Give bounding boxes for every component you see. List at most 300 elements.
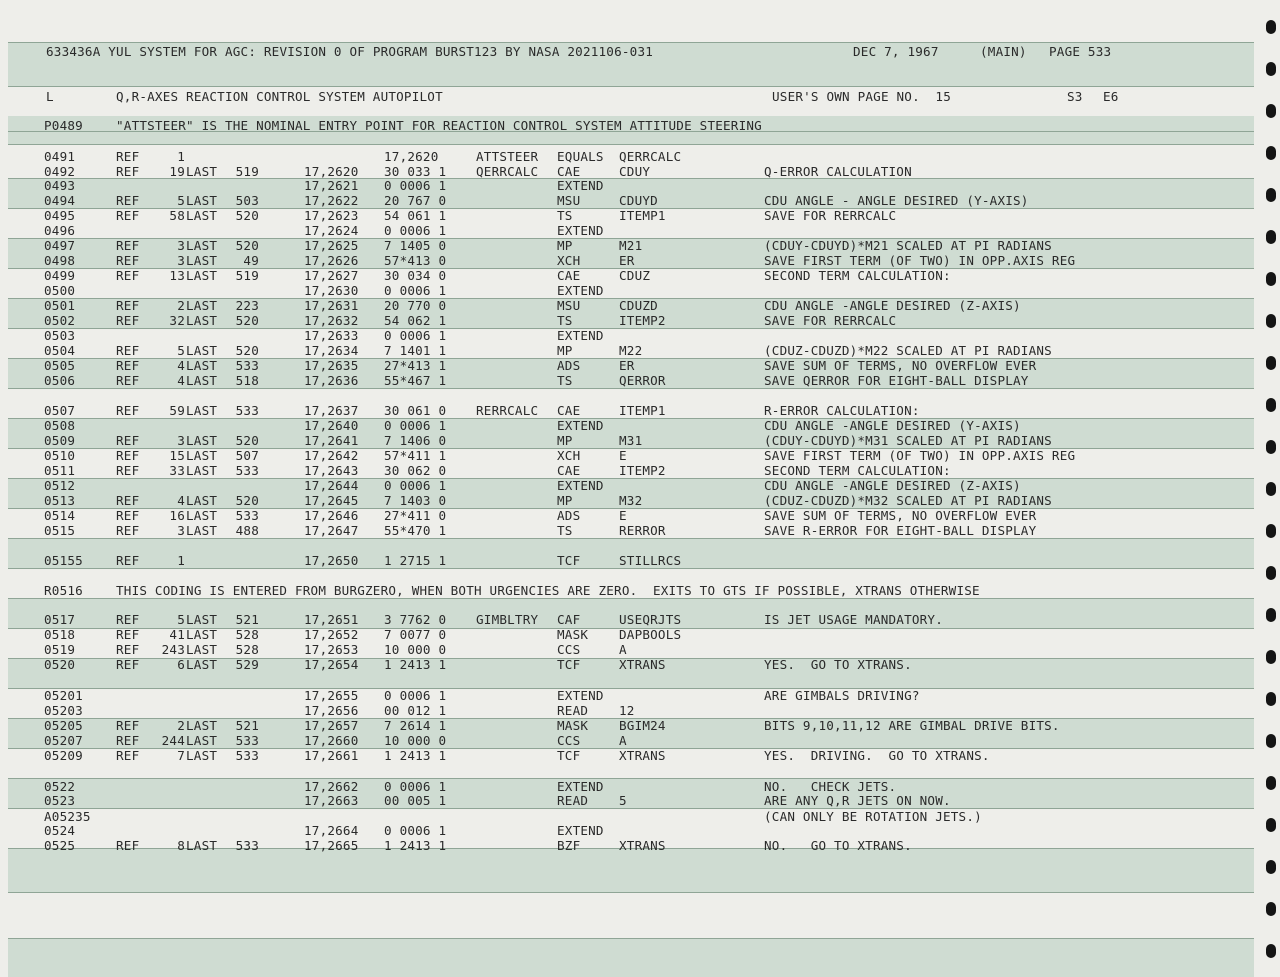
opcode: CAF <box>557 612 581 627</box>
opcode: EXTEND <box>557 328 604 343</box>
octal-word: 1 2413 1 <box>384 748 447 763</box>
ref-count: 41 <box>169 627 185 642</box>
address: 17,2620 <box>304 164 359 179</box>
ref-count: 32 <box>169 313 185 328</box>
last-tag: LAST <box>186 523 218 538</box>
address: 17,2652 <box>304 627 359 642</box>
octal-word: 7 1403 0 <box>384 493 447 508</box>
ref-tag: REF <box>116 433 140 448</box>
octal-word: 0 0006 1 <box>384 823 447 838</box>
comment: SECOND TERM CALCULATION: <box>764 268 951 283</box>
listing-line <box>0 298 1280 313</box>
comment: R-ERROR CALCULATION: <box>764 403 920 418</box>
listing-line <box>0 838 1280 853</box>
ref-count: 3 <box>177 238 185 253</box>
ref-tag: REF <box>116 612 140 627</box>
opcode: EXTEND <box>557 688 604 703</box>
octal-word: 7 1405 0 <box>384 238 447 253</box>
line-number: 0499 <box>44 268 76 283</box>
line-number: 0515 <box>44 523 76 538</box>
octal-word: 57*413 0 <box>384 253 447 268</box>
last-tag: LAST <box>186 208 218 223</box>
line-number: 05209 <box>44 748 83 763</box>
octal-word: 30 034 0 <box>384 268 447 283</box>
address: 17,2643 <box>304 463 359 478</box>
operand: XTRANS <box>619 748 666 763</box>
last-card: 49 <box>243 253 259 268</box>
opcode: CAE <box>557 164 581 179</box>
listing-line <box>0 823 1280 838</box>
line-number: 0508 <box>44 418 76 433</box>
octal-word: 1 2715 1 <box>384 553 447 568</box>
address: 17,2646 <box>304 508 359 523</box>
address: 17,2635 <box>304 358 359 373</box>
last-tag: LAST <box>186 642 218 657</box>
ref-tag: REF <box>116 657 140 672</box>
comment: ARE ANY Q,R JETS ON NOW. <box>764 793 951 808</box>
band-rule <box>8 86 1254 87</box>
ref-tag: REF <box>116 373 140 388</box>
line-number: 0498 <box>44 253 76 268</box>
address: 17,2632 <box>304 313 359 328</box>
comment: SAVE SUM OF TERMS, NO OVERFLOW EVER <box>764 358 1037 373</box>
last-tag: LAST <box>186 733 218 748</box>
opcode: READ <box>557 793 589 808</box>
line-number: 0518 <box>44 627 76 642</box>
last-tag: LAST <box>186 193 218 208</box>
listing-line <box>0 703 1280 718</box>
operand: A <box>619 733 627 748</box>
line-number: 0504 <box>44 343 76 358</box>
tractor-hole <box>1266 944 1276 958</box>
address: 17,2642 <box>304 448 359 463</box>
opcode: TS <box>557 208 573 223</box>
comment: NO. GO TO XTRANS. <box>764 838 912 853</box>
paper-band <box>8 938 1254 977</box>
opcode: TS <box>557 373 573 388</box>
last-tag: LAST <box>186 343 218 358</box>
band-rule <box>8 938 1254 939</box>
address: 17,2641 <box>304 433 359 448</box>
line-number: 0494 <box>44 193 76 208</box>
listing-line <box>0 463 1280 478</box>
operand: BGIM24 <box>619 718 666 733</box>
comment: SAVE FIRST TERM (OF TWO) IN OPP.AXIS REG <box>764 253 1076 268</box>
operand: XTRANS <box>619 657 666 672</box>
ref-tag: REF <box>116 493 140 508</box>
ref-tag: REF <box>116 149 140 164</box>
last-tag: LAST <box>186 657 218 672</box>
comment: SAVE FOR RERRCALC <box>764 313 897 328</box>
line-number: 05205 <box>44 718 83 733</box>
comment: SAVE QERROR FOR EIGHT-BALL DISPLAY <box>764 373 1029 388</box>
operand: XTRANS <box>619 838 666 853</box>
octal-word: 3 7762 0 <box>384 612 447 627</box>
comment: SAVE FOR RERRCALC <box>764 208 897 223</box>
last-card: 533 <box>235 508 259 523</box>
opcode: CCS <box>557 642 581 657</box>
line-number: 0502 <box>44 313 76 328</box>
last-card: 533 <box>235 838 259 853</box>
remark-text: THIS CODING IS ENTERED FROM BURGZERO, WHEN BOTH URGENCIES ARE ZERO. EXITS TO GTS IF POSSIBLE, XTRANS OTHERWISE <box>116 583 980 598</box>
ref-tag: REF <box>116 208 140 223</box>
listing-line <box>0 657 1280 672</box>
line-number: 0501 <box>44 298 76 313</box>
opcode: MP <box>557 238 573 253</box>
octal-word: 1 2413 1 <box>384 838 447 853</box>
last-card: 519 <box>235 164 259 179</box>
comment: CDU ANGLE -ANGLE DESIRED (Y-AXIS) <box>764 418 1021 433</box>
last-card: 503 <box>235 193 259 208</box>
address: 17,2622 <box>304 193 359 208</box>
ref-tag: REF <box>116 313 140 328</box>
octal-word: 30 061 0 <box>384 403 447 418</box>
listing-mode: (MAIN) <box>980 44 1027 59</box>
line-number: 05207 <box>44 733 83 748</box>
line-number: 0525 <box>44 838 76 853</box>
octal-word: 00 005 1 <box>384 793 447 808</box>
ref-tag: REF <box>116 164 140 179</box>
topic-text: "ATTSTEER" IS THE NOMINAL ENTRY POINT FOR REACTION CONTROL SYSTEM ATTITUDE STEERING <box>116 118 762 133</box>
ref-count: 15 <box>169 448 185 463</box>
last-tag: LAST <box>186 238 218 253</box>
ref-tag: REF <box>116 238 140 253</box>
address: 17,2623 <box>304 208 359 223</box>
octal-word: 0 0006 1 <box>384 478 447 493</box>
line-number: 0493 <box>44 178 76 193</box>
listing-line <box>0 358 1280 373</box>
last-card: 223 <box>235 298 259 313</box>
line-number: 0511 <box>44 463 76 478</box>
ref-tag: REF <box>116 403 140 418</box>
last-card: 528 <box>235 627 259 642</box>
opcode: MP <box>557 433 573 448</box>
last-tag: LAST <box>186 313 218 328</box>
last-card: 521 <box>235 612 259 627</box>
line-number: 0524 <box>44 823 76 838</box>
octal-word: 57*411 1 <box>384 448 447 463</box>
ref-tag: REF <box>116 748 140 763</box>
comment: (CDUY-CDUYD)*M21 SCALED AT PI RADIANS <box>764 238 1052 253</box>
line-number: 05201 <box>44 688 83 703</box>
symbol-label: RERRCALC <box>476 403 539 418</box>
line-number: 0492 <box>44 164 76 179</box>
listing-line <box>0 733 1280 748</box>
operand: ER <box>619 253 635 268</box>
ref-count: 5 <box>177 612 185 627</box>
comment: (CAN ONLY BE ROTATION JETS.) <box>764 809 982 824</box>
opcode: XCH <box>557 448 581 463</box>
opcode: TS <box>557 313 573 328</box>
operand: ITEMP2 <box>619 313 666 328</box>
ref-tag: REF <box>116 253 140 268</box>
address: 17,2647 <box>304 523 359 538</box>
last-tag: LAST <box>186 718 218 733</box>
ref-count: 1 <box>177 149 185 164</box>
octal-word: 54 062 1 <box>384 313 447 328</box>
address: 17,2640 <box>304 418 359 433</box>
listing-title: 633436A YUL SYSTEM FOR AGC: REVISION 0 OF PROGRAM BURST123 BY NASA 2021106-031 <box>46 44 654 59</box>
listing-line <box>0 627 1280 642</box>
operand: QERROR <box>619 373 666 388</box>
last-tag: LAST <box>186 298 218 313</box>
ref-tag: REF <box>116 268 140 283</box>
opcode: TCF <box>557 657 581 672</box>
last-tag: LAST <box>186 463 218 478</box>
address: 17,2661 <box>304 748 359 763</box>
ref-count: 3 <box>177 253 185 268</box>
tractor-hole <box>1266 104 1276 118</box>
listing-line <box>0 403 1280 418</box>
line-number: 0510 <box>44 448 76 463</box>
opcode: TS <box>557 523 573 538</box>
band-rule <box>8 388 1254 389</box>
address: 17,2627 <box>304 268 359 283</box>
comment: SAVE R-ERROR FOR EIGHT-BALL DISPLAY <box>764 523 1037 538</box>
octal-word: 20 767 0 <box>384 193 447 208</box>
listing-line <box>0 164 1280 179</box>
operand: M31 <box>619 433 643 448</box>
octal-word: 0 0006 1 <box>384 328 447 343</box>
listing-line <box>0 793 1280 808</box>
operand: QERRCALC <box>619 149 682 164</box>
ref-count: 8 <box>177 838 185 853</box>
line-number: 0520 <box>44 657 76 672</box>
octal-word: 30 033 1 <box>384 164 447 179</box>
listing-line <box>0 178 1280 193</box>
listing-line <box>0 523 1280 538</box>
ref-count: 3 <box>177 523 185 538</box>
comment: BITS 9,10,11,12 ARE GIMBAL DRIVE BITS. <box>764 718 1060 733</box>
last-tag: LAST <box>186 164 218 179</box>
opcode: CAE <box>557 463 581 478</box>
opcode: CAE <box>557 403 581 418</box>
last-tag: LAST <box>186 448 218 463</box>
ref-tag: REF <box>116 358 140 373</box>
ref-count: 2 <box>177 718 185 733</box>
opcode: EXTEND <box>557 418 604 433</box>
address: 17,2653 <box>304 642 359 657</box>
last-tag: LAST <box>186 748 218 763</box>
band-rule <box>8 568 1254 569</box>
symbol-label: QERRCALC <box>476 164 539 179</box>
operand: M32 <box>619 493 643 508</box>
ref-tag: REF <box>116 193 140 208</box>
octal-word: 0 0006 1 <box>384 178 447 193</box>
comment: Q-ERROR CALCULATION <box>764 164 912 179</box>
line-number: 0522 <box>44 779 76 794</box>
address: 17,2660 <box>304 733 359 748</box>
symbol-label: ATTSTEER <box>476 149 539 164</box>
line-number: 0503 <box>44 328 76 343</box>
ref-count: 7 <box>177 748 185 763</box>
octal-word: 54 061 1 <box>384 208 447 223</box>
listing-line <box>0 612 1280 627</box>
ref-count: 5 <box>177 193 185 208</box>
octal-word: 1 2413 1 <box>384 657 447 672</box>
address: 17,2662 <box>304 779 359 794</box>
last-card: 533 <box>235 403 259 418</box>
address: 17,2663 <box>304 793 359 808</box>
listing-line <box>0 418 1280 433</box>
comment: CDU ANGLE -ANGLE DESIRED (Z-AXIS) <box>764 478 1021 493</box>
line-number: 0497 <box>44 238 76 253</box>
octal-word: 0 0006 1 <box>384 779 447 794</box>
address: 17,2637 <box>304 403 359 418</box>
topic-line <box>0 118 1280 133</box>
tractor-hole <box>1266 20 1276 34</box>
octal-word: 0 0006 1 <box>384 283 447 298</box>
opcode: MSU <box>557 193 581 208</box>
symbol-label: GIMBLTRY <box>476 612 539 627</box>
tractor-hole <box>1266 860 1276 874</box>
band-rule <box>8 42 1254 43</box>
last-card: 520 <box>235 313 259 328</box>
octal-word: 7 0077 0 <box>384 627 447 642</box>
listing-line <box>0 748 1280 763</box>
listing-line <box>0 223 1280 238</box>
section-marker: L <box>46 89 54 104</box>
listing-line <box>0 193 1280 208</box>
last-tag: LAST <box>186 268 218 283</box>
last-card: 529 <box>235 657 259 672</box>
listing-line <box>0 373 1280 388</box>
band-rule <box>8 144 1254 145</box>
ref-count: 13 <box>169 268 185 283</box>
last-tag: LAST <box>186 403 218 418</box>
opcode: TCF <box>557 748 581 763</box>
octal-word: 10 000 0 <box>384 642 447 657</box>
address: 17,2664 <box>304 823 359 838</box>
operand: M22 <box>619 343 643 358</box>
comment: (CDUY-CDUYD)*M31 SCALED AT PI RADIANS <box>764 433 1052 448</box>
line-number: 0495 <box>44 208 76 223</box>
line-number: A05235 <box>44 809 91 824</box>
comment: (CDUZ-CDUZD)*M22 SCALED AT PI RADIANS <box>764 343 1052 358</box>
comment: YES. DRIVING. GO TO XTRANS. <box>764 748 990 763</box>
last-card: 520 <box>235 433 259 448</box>
octal-word: 30 062 0 <box>384 463 447 478</box>
opcode: MASK <box>557 627 589 642</box>
line-number: 0513 <box>44 493 76 508</box>
listing-line <box>0 508 1280 523</box>
opcode: BZF <box>557 838 581 853</box>
ref-tag: REF <box>116 627 140 642</box>
line-number: 0512 <box>44 478 76 493</box>
last-card: 520 <box>235 208 259 223</box>
opcode: TCF <box>557 553 581 568</box>
last-card: 520 <box>235 493 259 508</box>
page-header <box>0 44 1280 59</box>
last-tag: LAST <box>186 373 218 388</box>
octal-word: 7 1406 0 <box>384 433 447 448</box>
opcode: XCH <box>557 253 581 268</box>
comment: ARE GIMBALS DRIVING? <box>764 688 920 703</box>
ref-tag: REF <box>116 523 140 538</box>
listing-line <box>0 809 1280 824</box>
ref-tag: REF <box>116 733 140 748</box>
last-card: 533 <box>235 463 259 478</box>
line-number: 05155 <box>44 553 83 568</box>
address: 17,2624 <box>304 223 359 238</box>
tractor-hole <box>1266 62 1276 76</box>
last-card: 520 <box>235 343 259 358</box>
ref-tag: REF <box>116 838 140 853</box>
address: 17,2633 <box>304 328 359 343</box>
ref-count: 19 <box>169 164 185 179</box>
opcode: EXTEND <box>557 779 604 794</box>
listing-date: DEC 7, 1967 <box>853 44 939 59</box>
ref-count: 4 <box>177 493 185 508</box>
comment: YES. GO TO XTRANS. <box>764 657 912 672</box>
last-card: 488 <box>235 523 259 538</box>
listing-line <box>0 253 1280 268</box>
operand: STILLRCS <box>619 553 682 568</box>
opcode: EXTEND <box>557 283 604 298</box>
opcode: MP <box>557 493 573 508</box>
listing-line <box>0 238 1280 253</box>
operand: ITEMP2 <box>619 463 666 478</box>
octal-word: 10 000 0 <box>384 733 447 748</box>
listing-line <box>0 268 1280 283</box>
opcode: EXTEND <box>557 223 604 238</box>
operand: CDUY <box>619 164 651 179</box>
last-tag: LAST <box>186 433 218 448</box>
user-page-number: USER'S OWN PAGE NO. 15 <box>772 89 951 104</box>
listing-line <box>0 688 1280 703</box>
ref-count: 33 <box>169 463 185 478</box>
operand: A <box>619 642 627 657</box>
listing-line <box>0 149 1280 164</box>
opcode: EXTEND <box>557 178 604 193</box>
octal-word: 20 770 0 <box>384 298 447 313</box>
operand: ITEMP1 <box>619 403 666 418</box>
address: 17,2634 <box>304 343 359 358</box>
last-tag: LAST <box>186 508 218 523</box>
band-rule <box>8 538 1254 539</box>
operand: M21 <box>619 238 643 253</box>
ref-count: 2 <box>177 298 185 313</box>
listing-line <box>0 642 1280 657</box>
ref-count: 4 <box>177 358 185 373</box>
last-card: 528 <box>235 642 259 657</box>
opcode: EQUALS <box>557 149 604 164</box>
ref-tag: REF <box>116 718 140 733</box>
line-number: 0523 <box>44 793 76 808</box>
operand: CDUZ <box>619 268 651 283</box>
comment: NO. CHECK JETS. <box>764 779 897 794</box>
operand: 5 <box>619 793 627 808</box>
comment: CDU ANGLE - ANGLE DESIRED (Y-AXIS) <box>764 193 1029 208</box>
section-title: Q,R-AXES REACTION CONTROL SYSTEM AUTOPILOT <box>116 89 443 104</box>
line-number: 0509 <box>44 433 76 448</box>
ref-count: 6 <box>177 657 185 672</box>
last-tag: LAST <box>186 612 218 627</box>
line-number: 0517 <box>44 612 76 627</box>
listing-line <box>0 208 1280 223</box>
tractor-hole <box>1266 566 1276 580</box>
address: 17,2645 <box>304 493 359 508</box>
octal-word: 00 012 1 <box>384 703 447 718</box>
comment: CDU ANGLE -ANGLE DESIRED (Z-AXIS) <box>764 298 1021 313</box>
opcode: CAE <box>557 268 581 283</box>
last-card: 520 <box>235 238 259 253</box>
tractor-hole <box>1266 902 1276 916</box>
address: 17,2630 <box>304 283 359 298</box>
line-number: 0505 <box>44 358 76 373</box>
section-header <box>0 89 1280 104</box>
line-number: 0519 <box>44 642 76 657</box>
